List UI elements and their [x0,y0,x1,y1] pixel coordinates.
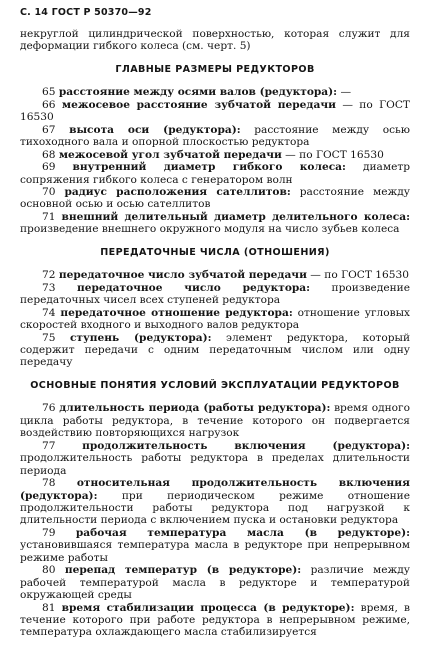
section-gear-ratios [20,247,410,369]
entry-definition: произведение передаточных чисел всех ступеней редуктора [20,281,411,307]
entry-definition: — по ГОСТ 16530 [306,269,410,282]
entry-number: 76 [42,402,56,415]
entry-number: 65 [42,86,56,99]
entry-term: передаточное число редуктора: [76,281,311,294]
entry-term: внешний делительный диаметр делительного колеса: [61,210,410,223]
entry-number: 67 [42,123,56,136]
entry-term: ступень (редуктора): [69,331,212,344]
term-entry [20,440,410,477]
entry-term: радиус расположения сателлитов: [64,185,291,198]
entry-term: рабочая температура масла (в редукторе): [75,526,410,539]
entry-number: 75 [42,331,56,344]
entry-definition: при периодическом режиме отношение продолжительности работы редуктора под нагрузкой к длительности периода с включением пуска и остановки редуктора [20,489,410,527]
entry-definition: расстояние между осью тихоходного вала и опорной плоскостью редуктора [20,123,411,149]
term-entry [20,186,410,211]
entry-number: 66 [42,98,56,111]
entry-definition: — [337,86,352,99]
entry-number: 71 [42,210,56,223]
term-entry [20,564,410,601]
term-entry [20,99,410,124]
intro-paragraph: некруглой цилиндрической поверхностью, которая служит для деформации гибкого колеса (см. черт. 5) [20,28,410,53]
entry-definition: диаметр сопряжения гибкого колеса с генератором волн [20,161,410,186]
entry-number: 70 [42,185,56,198]
entry-number: 73 [42,281,56,294]
entry-term: длительность периода (работы редуктора): [59,402,331,415]
term-entry [20,477,410,527]
section-operating-conditions [20,380,410,639]
entry-number: 78 [42,477,56,490]
term-entry [20,149,410,161]
entry-term: высота оси (редуктора): [69,123,241,136]
section-main-dimensions [20,64,410,236]
term-entry [20,124,410,149]
term-entry [20,161,410,186]
term-entry [20,602,410,639]
entry-term: перепад температур (в редукторе): [64,564,302,577]
entry-number: 74 [42,306,56,319]
entry-definition: установившаяся температура масла в редукторе при непрерывном режиме работы [20,539,410,564]
entry-definition: — по ГОСТ 16530 [281,148,384,161]
term-entry [20,211,410,236]
section-heading: ОСНОВНЫЕ ПОНЯТИЯ УСЛОВИЙ ЭКСПЛУАТАЦИИ РЕДУКТОРОВ [30,379,400,391]
entry-term: межосевое расстояние зубчатой передачи [61,98,336,111]
entry-definition: — по ГОСТ 16530 [20,98,410,124]
section-heading: ГЛАВНЫЕ РАЗМЕРЫ РЕДУКТОРОВ [115,63,315,75]
entry-term: передаточное число зубчатой передачи [58,269,307,282]
entry-definition: продолжительность работы редуктора в пределах длительности периода [20,452,410,477]
term-entry [20,282,410,307]
entry-definition: время, в течение которого при работе редуктора в непрерывном режиме, температура охлаждающего масла стабилизируется [20,601,410,639]
term-entry [20,86,410,98]
entry-term: передаточное отношение редуктора: [60,306,293,319]
entry-definition: произведение внешнего окружного модуля на число зубьев колеса [20,223,400,236]
entry-term: время стабилизации процесса (в редукторе): [61,601,355,614]
entry-term: межосевой угол зубчатой передачи [58,148,282,161]
term-entry [20,269,410,281]
entry-definition: элемент редуктора, который содержит передачи с одним передаточным числом или одну передачу [20,331,410,369]
entry-number: 77 [42,439,56,452]
entry-number: 81 [42,601,56,614]
term-entry [20,332,410,369]
entry-number: 80 [42,564,56,577]
term-entry [20,527,410,564]
entry-term: продолжительность включения (редуктора): [82,439,410,452]
entry-term: относительная продолжительность включения (редуктора): [20,477,410,502]
entry-definition: различие между рабочей температурой масла в редукторе и температурой окружающей среды [20,564,411,602]
entry-number: 68 [42,148,56,161]
document-body [20,28,410,639]
term-entry [20,307,410,332]
entry-term: внутренний диаметр гибкого колеса: [72,161,346,174]
entry-number: 72 [42,269,56,282]
entry-definition: расстояние между основной осью и осью сателлитов [20,185,410,211]
term-entry [20,402,410,439]
entry-number: 69 [42,161,56,174]
page-header: С. 14 ГОСТ Р 50370—92 [20,7,152,18]
entry-number: 79 [42,526,56,539]
entry-definition: отношение угловых скоростей входного и выходного валов редуктора [20,306,410,332]
entry-definition: время одного цикла работы редуктора, в течение которого он подвергается воздействию повторяющихся нагрузок [20,402,410,440]
entry-term: расстояние между осями валов (редуктора): [58,86,338,99]
section-heading: ПЕРЕДАТОЧНЫЕ ЧИСЛА (ОТНОШЕНИЯ) [100,246,330,258]
